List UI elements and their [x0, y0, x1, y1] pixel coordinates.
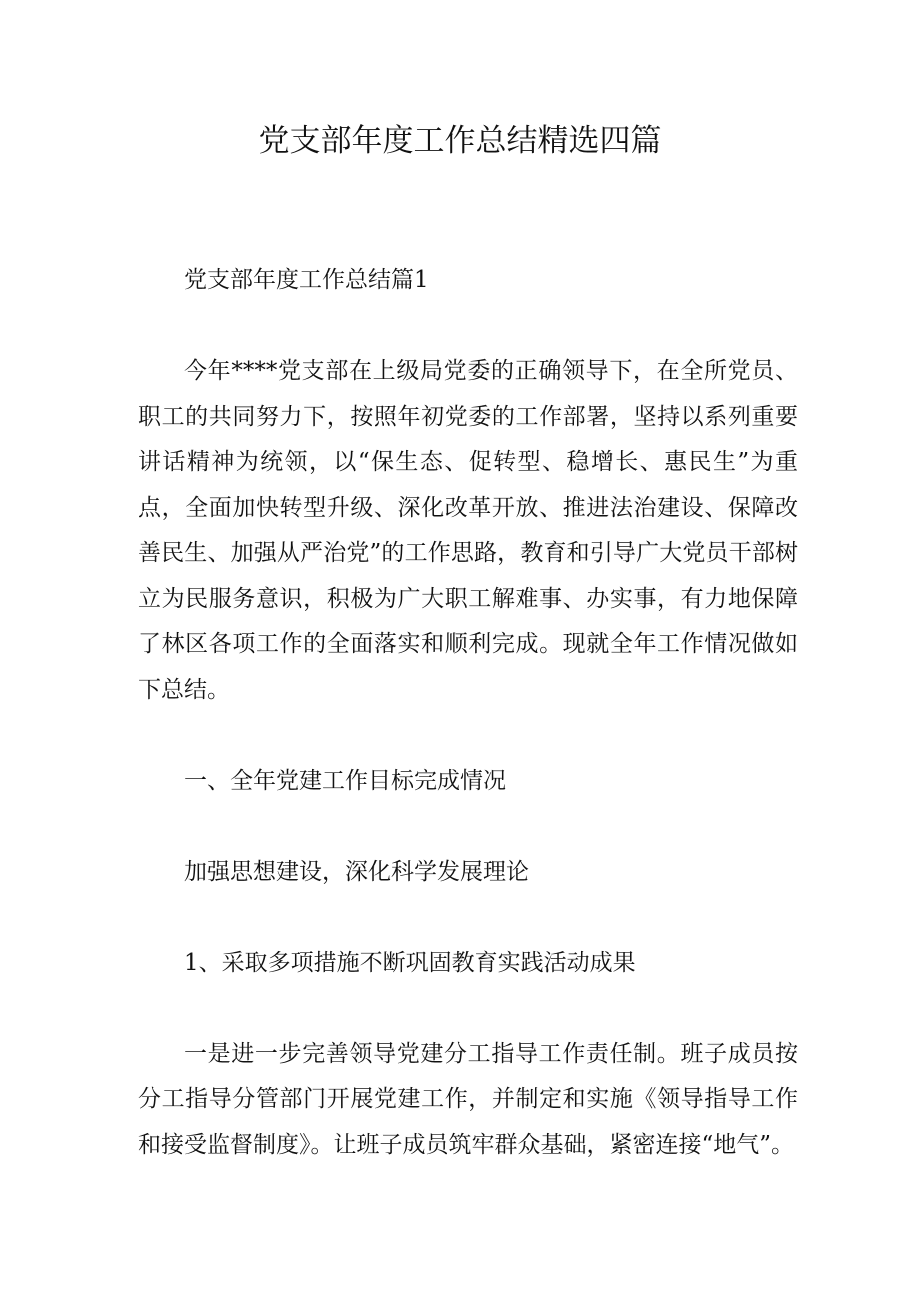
document-body [138, 258, 798, 1168]
subsection-heading: 加强思想建设，深化科学发展理论 [184, 858, 529, 885]
section-heading: 党支部年度工作总结篇1 [184, 267, 429, 293]
document-title: 党支部年度工作总结精选四篇 [258, 123, 662, 159]
section-heading: 一、全年党建工作目标完成情况 [184, 767, 506, 794]
body-paragraph: 一是进一步完善领导党建分工指导工作责任制。班子成员按分工指导分管部门开展党建工作，并制定和实施《领导指导工作和接受监督制度》。让班子成员筑牢群众基础，紧密连接“地气”。 [138, 1040, 798, 1158]
subsection-heading: 1、采取多项措施不断巩固教育实践活动成果 [184, 949, 636, 976]
body-paragraph: 今年****党支部在上级局党委的正确领导下，在全所党员、职工的共同努力下，按照年初党委的工作部署，坚持以系列重要讲话精神为统领，以“保生态、促转型、稳增长、惠民生”为重点，全面加快转型升级、深化改革开放、推进法治建设、保障改善民生、加强从严治党”的工作思路，教育和引导广大党员干部树立为民服务意识，积极为广大职工解难事、办实事，有力地保障了林区各项工作的全面落实和顺利完成。现就全年工作情况做如下总结。 [138, 358, 798, 703]
